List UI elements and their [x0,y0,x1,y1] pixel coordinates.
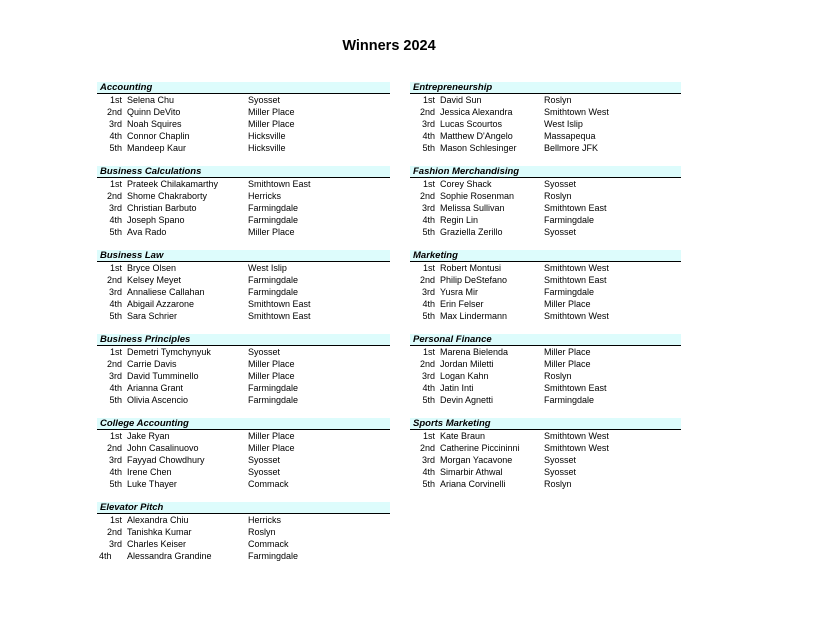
place: 1st [109,263,122,273]
place: 5th [422,479,435,489]
winner-row [97,466,390,478]
school: Miller Place [544,299,591,309]
winner-row [97,118,390,130]
winner-name: David Sun [440,95,482,105]
school: Smithtown East [248,299,311,309]
winner-row [97,274,390,286]
winner-row [97,442,390,454]
winner-row [410,130,681,142]
place: 3rd [108,119,122,129]
winner-row [97,94,390,106]
place: 4th [109,299,122,309]
winner-name: Fayyad Chowdhury [127,455,205,465]
winner-name: Sara Schrier [127,311,178,321]
place: 2nd [419,191,435,201]
winner-row [410,118,681,130]
winner-row [97,178,390,190]
school: Herricks [248,515,281,525]
winner-row [97,190,390,202]
place: 4th [109,383,122,393]
winner-name: Arianna Grant [127,383,184,393]
school: Syosset [248,455,281,465]
school: Roslyn [248,527,276,537]
school: Bellmore JFK [544,143,599,153]
school: Smithtown East [248,179,311,189]
winner-row [410,358,681,370]
school: Smithtown West [544,443,609,453]
winner-name: Matthew D'Angelo [440,131,513,141]
winner-name: Jatin Inti [440,383,474,393]
school: Roslyn [544,479,572,489]
winner-name: Jessica Alexandra [440,107,513,117]
place: 1st [109,179,122,189]
place: 1st [109,515,122,525]
winner-name: Devin Agnetti [440,395,494,405]
winner-row [97,478,390,490]
winner-row [97,142,390,154]
winner-name: Carrie Davis [127,359,177,369]
winner-row [97,130,390,142]
place: 5th [422,227,435,237]
winner-name: Tanishka Kumar [127,527,192,537]
place: 3rd [421,119,435,129]
section-header: Marketing [410,250,681,262]
school: Herricks [248,191,281,201]
winner-row [410,226,681,238]
winner-row [97,346,390,358]
winner-name: Connor Chaplin [127,131,190,141]
winner-name: Annaliese Callahan [127,287,205,297]
place: 2nd [106,107,122,117]
winner-row [410,178,681,190]
place: 2nd [106,191,122,201]
section-accounting [97,82,390,154]
school: Miller Place [248,107,295,117]
winner-row [410,202,681,214]
place: 1st [109,95,122,105]
section-header: Accounting [97,82,390,94]
school: Farmingdale [544,215,595,225]
winner-row [97,394,390,406]
place: 2nd [106,443,122,453]
school: Commack [248,539,289,549]
place: 5th [109,227,122,237]
school: Smithtown East [544,203,607,213]
winner-row [410,190,681,202]
winner-name: Graziella Zerillo [440,227,503,237]
section-marketing [410,250,681,322]
place: 5th [422,311,435,321]
winner-name: Bryce Olsen [127,263,177,273]
winner-row [97,550,390,562]
section-elevator-pitch [97,502,390,562]
winner-row [410,94,681,106]
winner-name: Yusra Mir [440,287,479,297]
school: West Islip [248,263,287,273]
winner-name: Charles Keiser [127,539,187,549]
winner-name: Max Lindermann [440,311,508,321]
winner-row [410,286,681,298]
place: 2nd [106,359,122,369]
place: 3rd [108,371,122,381]
place: 3rd [421,287,435,297]
place: 4th [422,215,435,225]
winner-name: Lucas Scourtos [440,119,503,129]
place: 4th [99,551,112,561]
section-header: Entrepreneurship [410,82,681,94]
section-header: Business Law [97,250,390,262]
winner-name: Quinn DeVito [127,107,181,117]
winner-row [97,286,390,298]
place: 2nd [419,107,435,117]
place: 1st [109,431,122,441]
school: Farmingdale [544,395,595,405]
school: Miller Place [248,359,295,369]
winner-row [410,442,681,454]
winner-name: Regin Lin [440,215,479,225]
winner-row [410,454,681,466]
school: Farmingdale [248,395,299,405]
winner-name: Abigail Azzarone [127,299,195,309]
section-sports-marketing [410,418,681,490]
winner-name: Morgan Yacavone [440,455,513,465]
school: Syosset [544,227,577,237]
school: Farmingdale [248,383,299,393]
place: 5th [422,143,435,153]
winner-name: Simarbir Athwal [440,467,503,477]
winner-row [97,382,390,394]
winner-name: Mandeep Kaur [127,143,187,153]
winner-name: Ava Rado [127,227,167,237]
school: Syosset [248,347,281,357]
winner-name: Joseph Spano [127,215,185,225]
school: Smithtown West [544,263,609,273]
winner-row [97,358,390,370]
winner-row [97,106,390,118]
school: Roslyn [544,191,572,201]
place: 1st [422,347,435,357]
school: Smithtown East [544,383,607,393]
place: 5th [422,395,435,405]
school: Smithtown West [544,107,609,117]
school: Miller Place [544,347,591,357]
place: 4th [422,299,435,309]
place: 4th [422,467,435,477]
winner-row [410,346,681,358]
winner-name: Ariana Corvinelli [440,479,506,489]
winner-row [97,514,390,526]
winner-name: Catherine Piccininni [440,443,520,453]
place: 1st [422,263,435,273]
school: West Islip [544,119,583,129]
winner-row [97,538,390,550]
school: Smithtown East [248,311,311,321]
place: 2nd [106,527,122,537]
school: Smithtown East [544,275,607,285]
school: Syosset [544,467,577,477]
winner-name: David Tumminello [127,371,199,381]
place: 3rd [108,287,122,297]
winner-row [97,298,390,310]
winner-row [97,226,390,238]
winner-name: Prateek Chilakamarthy [127,179,219,189]
winner-name: Alessandra Grandine [127,551,212,561]
place: 4th [109,215,122,225]
winner-row [97,214,390,226]
place: 3rd [108,203,122,213]
school: Miller Place [544,359,591,369]
place: 3rd [108,455,122,465]
winner-name: Alexandra Chiu [127,515,189,525]
place: 3rd [421,455,435,465]
section-header: Fashion Merchandising [410,166,681,178]
winner-row [97,430,390,442]
school: Miller Place [248,227,295,237]
winner-row [410,106,681,118]
place: 5th [109,143,122,153]
winner-row [410,298,681,310]
winner-name: Kate Braun [440,431,486,441]
place: 5th [109,479,122,489]
winner-row [97,526,390,538]
section-business-principles [97,334,390,406]
winner-row [97,454,390,466]
place: 4th [422,131,435,141]
section-header: Business Calculations [97,166,390,178]
school: Hicksville [248,143,286,153]
section-header: Elevator Pitch [97,502,390,514]
school: Syosset [544,179,577,189]
school: Syosset [248,95,281,105]
place: 4th [422,383,435,393]
section-personal-finance [410,334,681,406]
school: Hicksville [248,131,286,141]
place: 1st [422,95,435,105]
winner-row [410,274,681,286]
place: 1st [109,347,122,357]
school: Miller Place [248,371,295,381]
school: Farmingdale [248,287,299,297]
section-header: Sports Marketing [410,418,681,430]
winner-name: Erin Felser [440,299,484,309]
winner-name: Christian Barbuto [127,203,197,213]
school: Farmingdale [544,287,595,297]
school: Farmingdale [248,215,299,225]
school: Farmingdale [248,551,299,561]
place: 3rd [421,371,435,381]
school: Roslyn [544,371,572,381]
winner-row [410,310,681,322]
school: Miller Place [248,443,295,453]
winner-name: Kelsey Meyet [127,275,182,285]
winner-name: Selena Chu [127,95,175,105]
winner-row [97,202,390,214]
winner-row [410,466,681,478]
winner-name: Logan Kahn [440,371,489,381]
place: 2nd [106,275,122,285]
winner-name: Irene Chen [127,467,172,477]
winner-name: Melissa Sullivan [440,203,505,213]
section-header: Personal Finance [410,334,681,346]
school: Smithtown West [544,311,609,321]
school: Farmingdale [248,275,299,285]
winner-name: Robert Montusi [440,263,502,273]
winner-name: Corey Shack [440,179,492,189]
place: 4th [109,131,122,141]
section-business-law [97,250,390,322]
school: Smithtown West [544,431,609,441]
winner-name: Shome Chakraborty [127,191,208,201]
winner-name: Olivia Ascencio [127,395,189,405]
winner-row [97,370,390,382]
winner-row [410,478,681,490]
place: 2nd [419,443,435,453]
winner-row [410,370,681,382]
winner-row [97,310,390,322]
winner-row [97,262,390,274]
winner-name: Sophie Rosenman [440,191,515,201]
section-header: Business Principles [97,334,390,346]
school: Miller Place [248,119,295,129]
winner-name: Jake Ryan [127,431,170,441]
winner-row [410,214,681,226]
winner-row [410,142,681,154]
place: 2nd [419,359,435,369]
winner-row [410,430,681,442]
winner-name: Philip DeStefano [440,275,508,285]
winner-name: Luke Thayer [127,479,177,489]
school: Roslyn [544,95,572,105]
section-college-accounting [97,418,390,490]
winner-name: Demetri Tymchynyuk [127,347,211,357]
section-entrepreneurship [410,82,681,154]
winner-name: Marena Bielenda [440,347,509,357]
page-title: Winners 2024 [342,38,436,54]
winner-name: Jordan Miletti [440,359,494,369]
place: 5th [109,395,122,405]
winner-row [410,382,681,394]
place: 5th [109,311,122,321]
winner-name: Mason Schlesinger [440,143,517,153]
school: Syosset [544,455,577,465]
section-header: College Accounting [97,418,390,430]
place: 1st [422,179,435,189]
school: Syosset [248,467,281,477]
school: Miller Place [248,431,295,441]
school: Commack [248,479,289,489]
place: 3rd [108,539,122,549]
school: Farmingdale [248,203,299,213]
section-business-calculations [97,166,390,238]
place: 4th [109,467,122,477]
winner-name: Noah Squires [127,119,182,129]
winner-row [410,262,681,274]
winner-name: John Casalinuovo [127,443,199,453]
place: 2nd [419,275,435,285]
place: 3rd [421,203,435,213]
winner-row [410,394,681,406]
place: 1st [422,431,435,441]
section-fashion-merchandising [410,166,681,238]
school: Massapequa [544,131,596,141]
